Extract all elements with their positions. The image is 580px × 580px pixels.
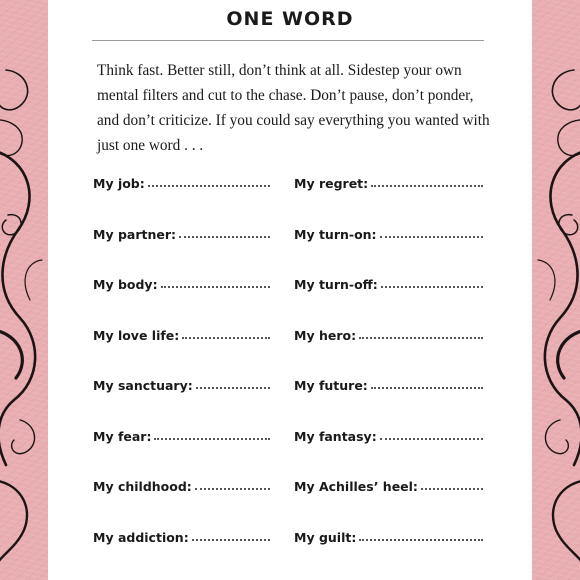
prompt-label: My sanctuary: [93, 378, 193, 393]
prompt-label: My job: [93, 176, 145, 191]
prompt-label: My childhood: [93, 479, 192, 494]
prompt-label: My hero: [294, 327, 357, 343]
answer-blank [195, 487, 270, 490]
page-title: ONE WORD [226, 8, 354, 30]
answer-blank [154, 437, 270, 440]
prompt-turn-on [294, 227, 483, 278]
prompt-label: My body: [93, 277, 158, 292]
prompt-label: My regret: [294, 176, 369, 191]
prompt-label: My future: [294, 378, 368, 393]
prompt-fantasy [294, 429, 483, 480]
answer-blank [359, 336, 483, 339]
prompt-partner [93, 227, 270, 278]
prompt-label: My addiction: [93, 529, 189, 545]
prompt-body [93, 277, 270, 328]
prompt-guilt [294, 530, 483, 580]
prompt-future [294, 378, 483, 429]
title-divider [92, 40, 484, 41]
answer-blank [179, 235, 270, 238]
prompt-fear [93, 429, 270, 480]
answer-blank [371, 184, 483, 187]
prompt-label: My turn-on: [294, 226, 377, 242]
flourish-ornament-left [0, 0, 48, 580]
prompt-turn-off [294, 277, 483, 328]
prompt-sanctuary [93, 378, 270, 429]
prompt-label: My fantasy: [294, 428, 377, 444]
answer-blank [381, 285, 483, 288]
answer-blank [196, 386, 270, 389]
prompt-addiction [93, 530, 270, 580]
prompt-love-life [93, 328, 270, 379]
prompt-hero [294, 328, 483, 379]
prompt-childhood [93, 479, 270, 530]
prompt-grid [93, 176, 488, 580]
prompt-label: My turn-off: [294, 277, 378, 292]
answer-blank [359, 538, 483, 541]
left-decorative-border [0, 0, 48, 580]
prompt-label: My guilt: [294, 529, 357, 545]
answer-blank [371, 386, 483, 389]
answer-blank [380, 235, 483, 238]
intro-paragraph: Think fast. Better still, don’t think at all. Sidestep your own mental filters and cut to the chase. Don’t pause, don’t ponder, and don’t criticize. If you could say everything you wanted with just one word . . . [97, 62, 490, 154]
answer-blank [421, 487, 483, 490]
worksheet-page [48, 0, 532, 580]
prompt-label: My Achilles’ heel: [294, 479, 418, 494]
answer-blank [192, 538, 270, 541]
answer-blank [380, 437, 483, 440]
flourish-ornament-right [532, 0, 580, 580]
prompt-label: My love life: [93, 327, 180, 343]
prompt-achilles-heel [294, 479, 483, 530]
prompt-regret [294, 176, 483, 227]
right-decorative-border [532, 0, 580, 580]
answer-blank [161, 285, 270, 288]
answer-blank [148, 184, 270, 187]
answer-blank [182, 336, 270, 339]
prompt-label: My fear: [93, 428, 152, 444]
prompt-label: My partner: [93, 226, 177, 242]
prompt-job [93, 176, 270, 227]
